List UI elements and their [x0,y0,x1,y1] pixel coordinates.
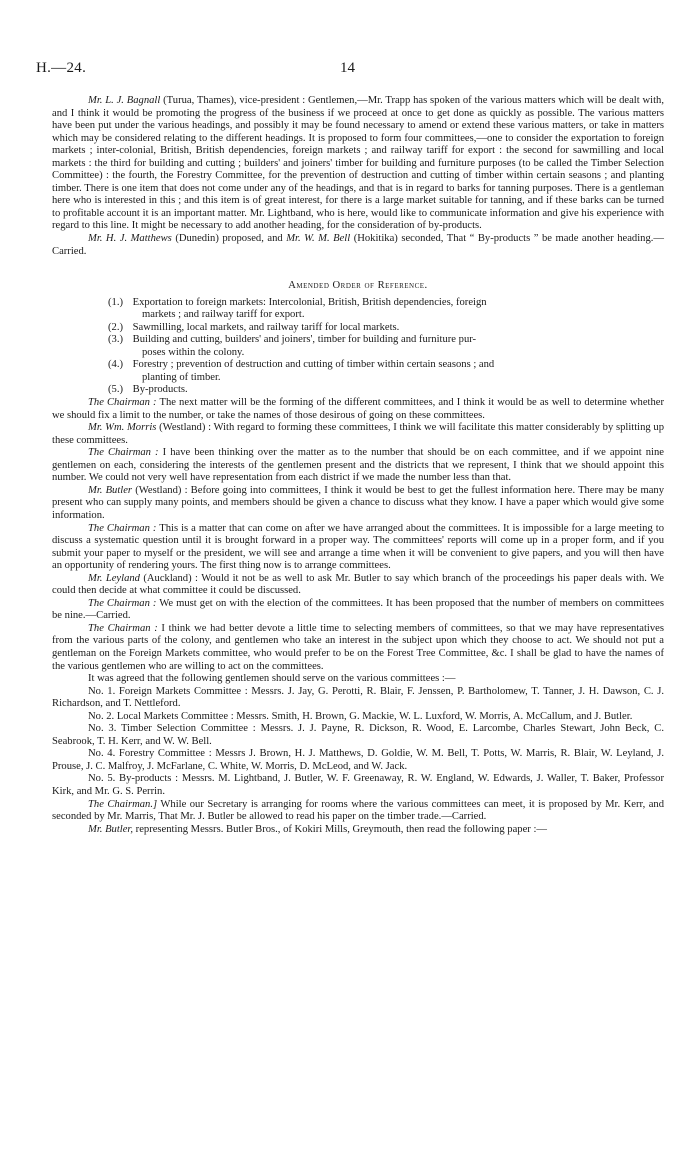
item-text-continued: planting of timber. [142,371,221,383]
list-item [52,359,664,384]
item-number: (1.) [108,296,124,308]
document-reference: H.—24. [36,60,87,76]
speaker-name: The Chairman.] [88,798,158,810]
paragraph [52,447,664,485]
page-body [52,95,664,836]
speaker-name: The Chairman : [88,597,157,609]
item-text: By-products. [132,384,188,396]
paragraph [52,673,664,686]
paragraph-text: We must get on with the election of the committees. It has been proposed that the number of members on committees be nine.—Carried. [52,597,664,622]
list-item [52,334,664,359]
item-number: (2.) [108,321,124,333]
item-text-continued: poses within the colony. [142,346,245,358]
paragraph-text: (Hokitika) seconded, That “ By-products ” be made another heading.—Carried. [52,233,664,257]
page-number: 14 [340,60,355,76]
paragraph-text: (Westland) : Before going into committees, I think it would be best to get the fullest information here. There may be many present who can supply many points, and members should be given a chance to discuss what they know. I have a paper which would give some information. [52,484,664,521]
paragraph [52,397,664,422]
speaker-name: Mr. W. M. Bell [286,233,351,245]
paragraph-text: It was agreed that the following gentlemen should serve on the various committees :— [88,673,456,685]
paragraph-text: This is a matter that can come on after we have arranged about the committees. It is impossible for a large meeting to discuss a systematic question until it is brought forward in a proper way. The committees' reports will come up in a proper form, and if you submit your paper to myself or the president, we will see and arrange a time when it will be convenient to give papers, and you will then have an opportunity of rendering yours. The first thing now is to arrange committees. [52,522,664,572]
speaker-name: Mr. Leyland [88,572,140,584]
committee-paragraph [52,686,664,711]
committee-paragraph [52,773,664,798]
paragraph [52,233,664,258]
paragraph-text: No. 4. Forestry Committee : Messrs J. Brown, H. J. Matthews, D. Goldie, W. M. Bell, T. Potts, W. Marris, R. Blair, W. Leyland, J. Prouse, J. C. Malfroy, J. McFarlane, C. White, W. Morris, D. McLeod, and W. Jack. [52,748,664,772]
paragraph [52,598,664,623]
committee-paragraph [52,723,664,748]
paragraph [52,422,664,447]
paragraph [52,485,664,523]
speaker-name: The Chairman : [88,622,158,634]
item-text: Building and cutting, builders' and joiners', timber for building and furniture pur- [132,334,477,346]
item-text: Sawmilling, local markets, and railway tariff for local markets. [132,321,400,333]
item-number: (3.) [108,334,124,346]
committee-paragraph [52,748,664,773]
paragraph-text: No. 3. Timber Selection Committee : Messrs. J. J. Payne, R. Dickson, R. Wood, E. Larcombe, Charles Stewart, John Beck, C. Seabrook, T. H. Kerr, and W. W. Bell. [52,723,664,747]
speaker-name: Mr. L. J. Bagnall [88,95,161,106]
committee-paragraph [52,711,664,724]
paragraph [52,523,664,573]
list-item [52,384,664,397]
paragraph-text: I have been thinking over the matter as to the number that should be on each committee, and if we appoint nine gentlemen on each, considering the interests of the gentlemen present and the districts that we represent, I think that we should appoint this number. We could not very well have representation from each district if we made the number less than that. [52,447,664,484]
speaker-name: Mr. Butler [88,484,133,496]
speaker-name: The Chairman : [88,447,159,459]
paragraph [52,623,664,673]
item-text-continued: markets ; and railway tariff for export. [142,309,305,321]
paragraph [52,824,664,837]
paragraph-text: While our Secretary is arranging for rooms where the various committees can meet, it is proposed by Mr. Kerr, and seconded by Mr. Marris, That Mr. J. Butler be allowed to read his paper on the timber trade.—Carried. [52,798,665,823]
paragraph-text: (Westland) : With regard to forming these committees, I think we will facilitate this matter considerably by splitting up these committees. [52,422,664,446]
speaker-name: Mr. Wm. Morris [88,422,157,434]
speaker-name: The Chairman : [88,397,157,409]
paragraph-text: No. 1. Foreign Markets Committee : Messrs. J. Jay, G. Perotti, R. Blair, F. Jenssen, P. Bartholomew, T. Tanner, J. H. Dawson, C. J. Richardson, and T. Nettleford. [52,685,664,710]
speaker-name: The Chairman : [88,522,157,534]
speaker-name: Mr. H. J. Matthews [88,233,172,245]
paragraph [52,799,664,824]
speaker-name: Mr. Butler, [88,823,134,835]
item-text: Forestry ; prevention of destruction and cutting of timber within certain seasons ; and [132,359,495,371]
list-item [52,297,664,322]
paragraph [52,573,664,598]
item-number: (5.) [108,384,124,396]
list-item [52,322,664,335]
section-heading: Amended Order of Reference. [288,280,428,292]
paragraph-text: representing Messrs. Butler Bros., of Kokiri Mills, Greymouth, then read the following paper :— [133,823,547,835]
paragraph [52,95,664,233]
paragraph-text: (Auckland) : Would it not be as well to ask Mr. Butler to say which branch of the proceedings his paper deals with. We could then decide at what committee it could be discussed. [52,572,664,597]
paragraph-text: The next matter will be the forming of the different committees, and I think it would be as well to determine whether we should fix a limit to the number, or take the names of those desirous of going on these committees. [52,397,665,421]
paragraph-text: (Turua, Thames), vice-president : Gentlemen,—Mr. Trapp has spoken of the various matters which will be dealt with, and I think it would be promoting the progress of the business if we proceed at once to get done as quickly as possible. The various matters have been put under the various headings, and possibly it may be found necessary to amend or extend these various matters, or take in matters which may be considered relating to the different headings. It is proposed to form four committees,—one to consider the exportation to foreign markets ; inter-colonial, British, British dependencies, foreign markets ; and railway tariff for export : the second for sawmilling and local markets : the third for building and cutting ; builders' and joiners' timber for building and furniture purposes (to be called the Timber Selection Committee) : the fourth, the Forestry Committee, for the prevention of destruction and cutting of timber within certain seasons ; and planting timber. There is one item that does not come under any of the headings, and that is in regard to barks for tanning purposes. There is a gentleman here who is interested in this ; and this item is of great interest, for there is a large market suitable for tanning, and if these barks can be turned to profitable account it is an important matter. Mr. Lightband, who is here, would like to communicate information and give his experience with regard to this line. It might be necessary to add another heading, for the consideration of by-products. [52,95,664,232]
item-number: (4.) [108,359,124,371]
paragraph-text: No. 5. By-products : Messrs. M. Lightband, J. Butler, W. F. Greenaway, R. W. England, W. Edwards, J. Waller, T. Baker, Professor Kirk, and Mr. G. S. Perrin. [52,773,664,797]
order-of-reference-list [52,297,664,397]
paragraph-text: (Dunedin) proposed, and [171,233,287,245]
item-text: Exportation to foreign markets: Intercolonial, British, British dependencies, foreign [132,296,487,308]
paragraph-text: I think we had better devote a little time to selecting members of committees, so that we may have representatives from the various parts of the colony, and gentlemen who take an interest in the subject upon which they choose to act. We should not put a gentleman on the Foreign Markets committee, who would prefer to be on the Forest Tree Committee, &c. I shall be glad to have the names of the various gentlemen who are willing to act on the committees. [52,622,665,672]
paragraph-text: No. 2. Local Markets Committee : Messrs. Smith, H. Brown, G. Mackie, W. L. Luxford, W. Morris, A. McCallum, and J. Butler. [88,710,633,722]
